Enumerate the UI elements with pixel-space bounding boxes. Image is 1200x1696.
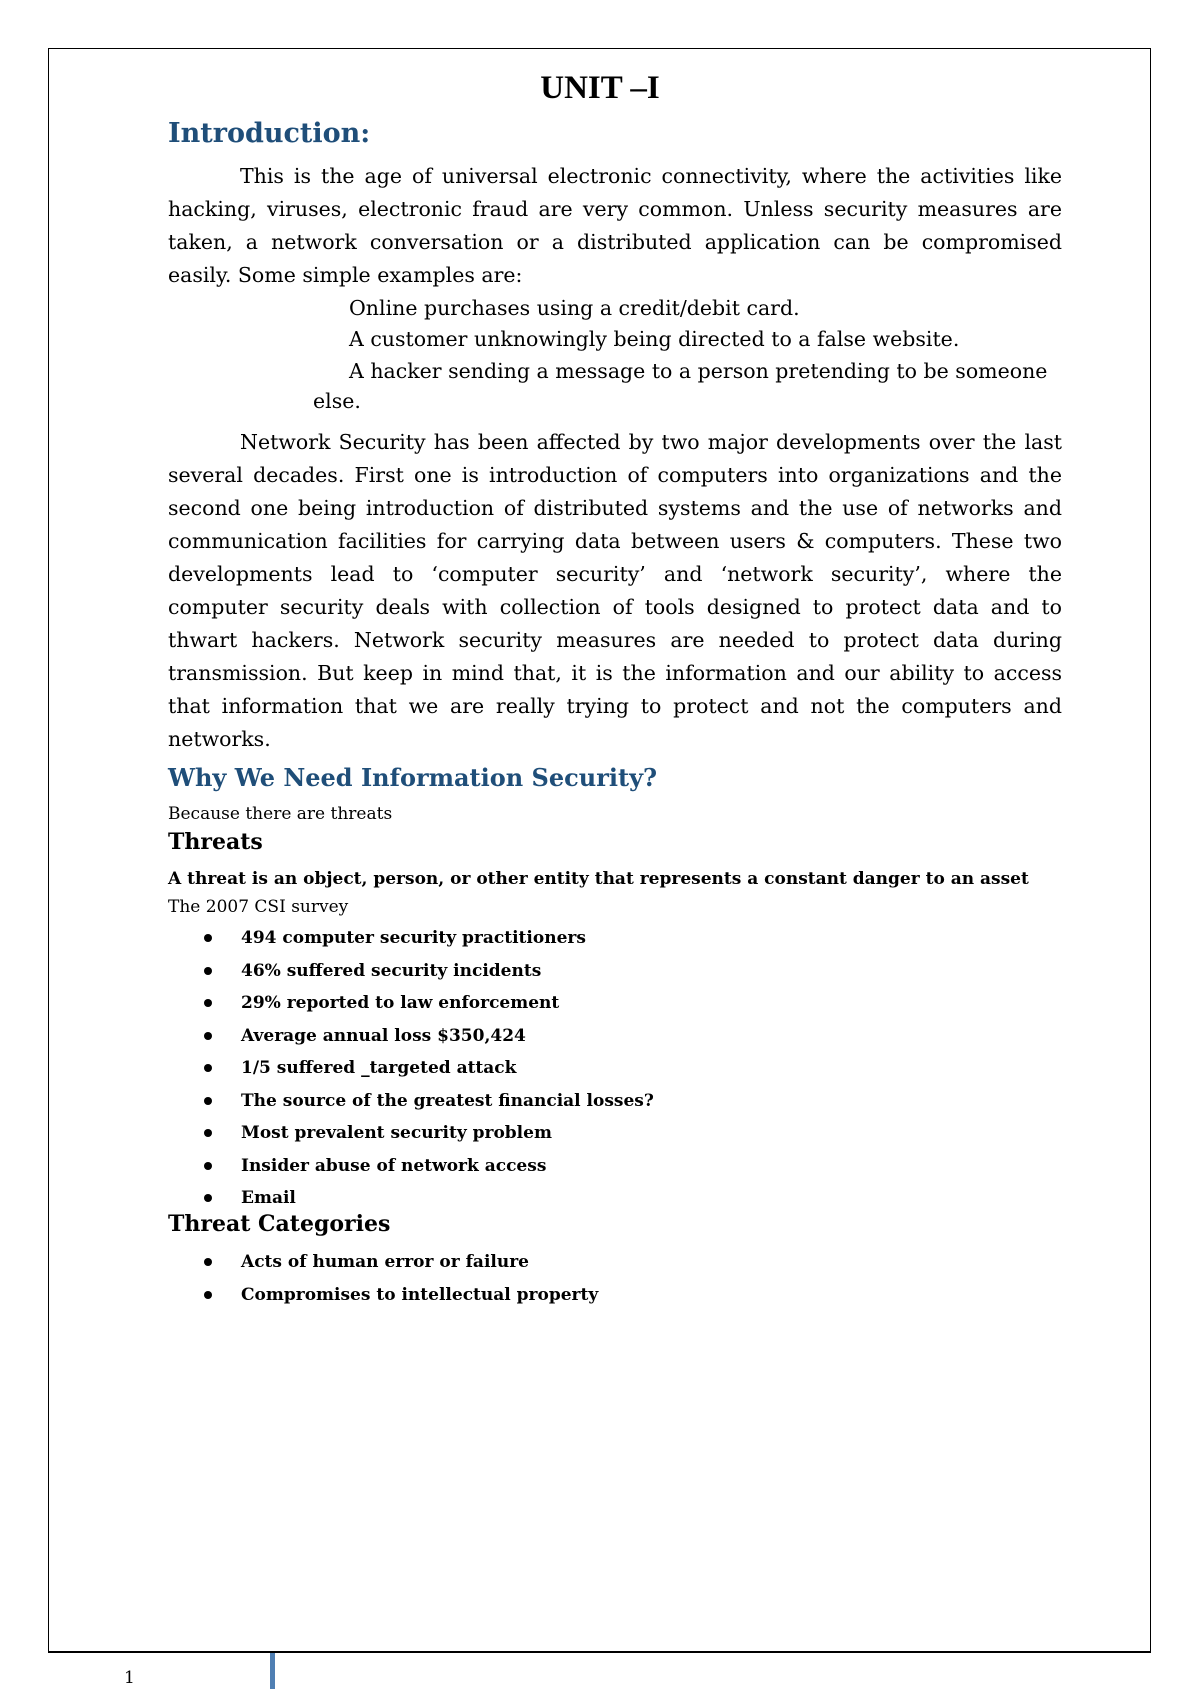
list-item: 494 computer security practitioners [168, 922, 654, 955]
list-item: 1/5 suffered _targeted attack [168, 1052, 654, 1085]
why-security-heading: Why We Need Information Security? [168, 763, 658, 792]
survey-list [168, 922, 654, 1215]
list-item: Email [168, 1182, 654, 1215]
list-item: Most prevalent security problem [168, 1117, 654, 1150]
list-item: Compromises to intellectual property [168, 1279, 598, 1312]
bullet-icon [204, 999, 212, 1007]
unit-title: UNIT –I [540, 70, 660, 106]
survey-text: The 2007 CSI survey [168, 897, 349, 917]
example-item: A hacker sending a message to a person pretending to be someone [349, 359, 1048, 383]
threats-heading: Threats [168, 829, 263, 855]
bullet-icon [204, 1291, 212, 1299]
list-item: The source of the greatest financial losses? [168, 1085, 654, 1118]
list-item: Average annual loss $350,424 [168, 1020, 654, 1053]
bullet-icon [204, 1258, 212, 1266]
intro-paragraph: This is the age of universal electronic connectivity, where the activities like hacking, viruses, electronic fraud are very common. Unless security measures are taken, a network conversation or a distributed application can be compromised easily. Some simple examples are: [168, 164, 1062, 287]
list-item: Acts of human error or failure [168, 1246, 598, 1279]
list-item: 29% reported to law enforcement [168, 987, 654, 1020]
bullet-icon [204, 1194, 212, 1202]
example-item: Online purchases using a credit/debit card. [349, 296, 800, 320]
bullet-icon [204, 1129, 212, 1137]
bullet-icon [204, 1032, 212, 1040]
bullet-icon [204, 1162, 212, 1170]
bullet-icon [204, 934, 212, 942]
footer-accent-bar [270, 1653, 275, 1689]
list-item: 46% suffered security incidents [168, 955, 654, 988]
because-text: Because there are threats [168, 804, 393, 824]
network-security-paragraph: Network Security has been affected by two major developments over the last several decades. First one is introduction of computers into organizations and the second one being introduction of distributed systems and the use of networks and communication facilities for carrying data between users & computers. These two developments lead to ‘computer security’ and ‘network security’, where the computer security deals with collection of tools designed to protect data and to thwart hackers. Network security measures are needed to protect data during transmission. But keep in mind that, it is the information and our ability to access that information that we are really trying to protect and not the computers and networks. [168, 430, 1062, 751]
threat-categories-heading: Threat Categories [168, 1211, 391, 1237]
introduction-heading: Introduction: [168, 118, 371, 149]
threat-categories-list [168, 1246, 598, 1311]
footer-divider [48, 1652, 1151, 1653]
example-continuation: else. [313, 389, 361, 413]
bullet-icon [204, 1097, 212, 1105]
list-item: Insider abuse of network access [168, 1150, 654, 1183]
page-number: 1 [124, 1668, 135, 1688]
bullet-icon [204, 967, 212, 975]
bullet-icon [204, 1064, 212, 1072]
threat-definition: A threat is an object, person, or other entity that represents a constant danger to an asset [168, 869, 1029, 889]
example-item: A customer unknowingly being directed to a false website. [349, 327, 960, 351]
